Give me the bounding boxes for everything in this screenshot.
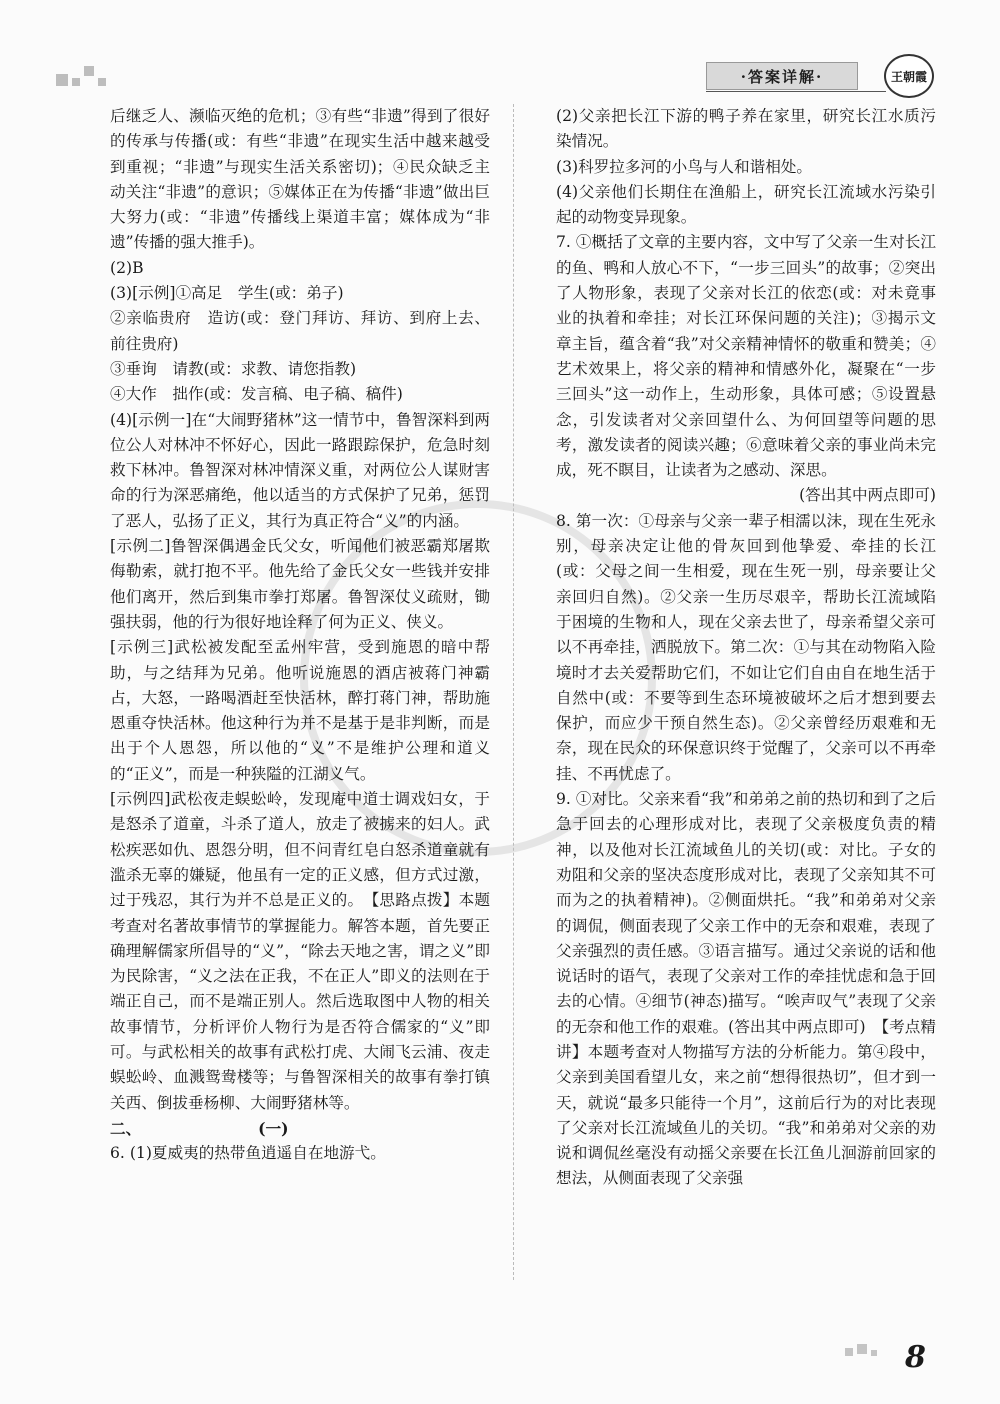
paragraph: 9. ①对比。父亲来看“我”和弟弟之前的热切和到了之后急于回去的心理形成对比，表现了父亲极度负责的精神，以及他对长江流域鱼儿的关切(或：对比。子女的劝阻和父亲的坚决态度形成对比，表现了父亲知其不可而为之的执着精神)。②侧面烘托。“我”和弟弟对父亲的调侃，侧面表现了父亲工作中的无奈和艰难，表现了父亲强烈的责任感。③语言描写。通过父亲说的话和他说话时的语气，表现了父亲对工作的牵挂忧虑和急于回去的心情。④细节(神态)描写。“唉声叹气”表现了父亲的无奈和他工作的艰难。(答出其中两点即可) 【考点精讲】本题考查对人物描写方法的分析能力。第④段中，父亲到美国看望儿女，来之前“想得很热切”，但才到一天，就说“最多只能待一个月”，这前后行为的对比表现了父亲对长江流域鱼儿的关切。“我”和弟弟对父亲的劝说和调侃丝毫没有动摇父亲要在长江鱼儿洄游前回家的想法，从侧面表现了父亲强 (556, 790, 936, 1188)
paragraph: 7. ①概括了文章的主要内容，文中写了父亲一生对长江的鱼、鸭和人放心不下，“一步三回头”的故事；②突出了人物形象，表现了父亲对长江的依恋(或：对未竟事业的执着和牵挂；对长江环保问题的关注)；③揭示文章主旨，蕴含着“我”对父亲精神情怀的敬重和赞美；④艺术效果上，将父亲的精神和情感外化，凝聚在“一步三回头”这一动作上，生动形象，具体可感；⑤设置悬念，引发读者对父亲回望什么、为何回望等问题的思考，激发读者的阅读兴趣；⑥意味着父亲的事业尚未完成，死不瞑目，让读者为之感动、深思。 (556, 233, 936, 480)
paragraph: [示例二]鲁智深偶遇金氏父女，听闻他们被恶霸郑屠欺侮勒索，就打抱不平。他先给了金氏父女一些钱并安排他们离开，然后到集市拳打郑屠。鲁智深仗义疏财，锄强扶弱，他的行为很好地诠释了何为正义、侠义。 (110, 537, 490, 631)
paragraph: ③垂询 请教(或：求教、请您指教) (110, 359, 357, 378)
logo-text: 王朝霞 (890, 69, 927, 84)
paragraph: (3)[示例]①高足 学生(或：弟子) (110, 284, 344, 303)
paragraph: [示例三]武松被发配至孟州牢营，受到施恩的暗中帮助，与之结拜为兄弟。他听说施恩的酒店被蒋门神霸占，大怒，一路喝酒赶至快活林，醉打蒋门神，帮助施恩重夺快活林。他这种行为并不是基于是非判断，而是出于个人恩怨，所以他的“义”不是维护公理和道义的“正义”，而是一种狭隘的江湖义气。 (110, 638, 490, 783)
right-column (556, 104, 936, 1192)
paragraph: ④大作 拙作(或：发言稿、电子稿、稿件) (110, 385, 403, 404)
footer-decoration (845, 1340, 885, 1360)
paragraph: [示例四]武松夜走蜈蚣岭，发现庵中道士调戏妇女，于是怒杀了道童，斗杀了道人，放走了被掳来的妇人。武松疾恶如仇、恩怨分明，但不问青红皂白怒杀道童就有滥杀无辜的嫌疑，他虽有一定的正义感，但方式过激，过于残忍，其行为并不总是正义的。 【思路点拨】本题考查对名著故事情节的掌握能力。解答本题，首先要正确理解儒家所倡导的“义”，“除去天地之害，谓之义”即为民除害，“义之法在正我，不在正人”即义的法则在于端正自己，而不是端正别人。然后选取图中人物的相关故事情节，分析评价人物行为是否符合儒家的“义”即可。与武松相关的故事有武松打虎、大闹飞云浦、夜走蜈蚣岭、血溅鸳鸯楼等；与鲁智深相关的故事有拳打镇关西、倒拔垂杨柳、大闹野猪林等。 (110, 790, 490, 1112)
paragraph: (3)科罗拉多河的小鸟与人和谐相处。 (556, 157, 812, 176)
section-heading: 二、 (一) (110, 1118, 289, 1138)
column-divider (513, 104, 514, 1280)
publisher-logo (884, 54, 934, 98)
paragraph: 6. (1)夏威夷的热带鱼逍遥自在地游弋。 (110, 1144, 386, 1163)
page-number: 8 (905, 1340, 926, 1375)
paragraph: 8. 第一次：①母亲与父亲一辈子相濡以沫，现在生死永别，母亲决定让他的骨灰回到他挚爱、牵挂的长江(或：父母之间一生相爱，现在生死一别，母亲要让父亲回归自然)。②父亲一生历尽艰辛，帮助长江流域陷于困境的生物和人，现在父亲去世了，母亲希望父亲可以不再牵挂，洒脱放下。第二次：①与其在动物陷入险境时才去关爱帮助它们，不如让它们自由自在地生活于自然中(或：不要等到生态环境被破坏之后才想到要去保护，而应少干预自然生态)。②父亲曾经历艰难和无奈，现在民众的环保意识终于觉醒了，父亲可以不再牵挂、不再忧虑了。 (556, 511, 936, 783)
header-rule (706, 91, 886, 92)
paragraph: (4)父亲他们长期住在渔船上，研究长江流域水污染引起的动物变异现象。 (556, 182, 936, 227)
paragraph: ②亲临贵府 造访(或：登门拜访、拜访、到府上去、前往贵府) (110, 309, 490, 353)
left-column (110, 104, 490, 1166)
corner-decoration (56, 64, 116, 90)
paragraph: (4)[示例一]在“大闹野猪林”这一情节中，鲁智深料到两位公人对林冲不怀好心，因此一路跟踪保护，危急时刻救下林冲。鲁智深对林冲情深义重，对两位公人谋财害命的行为深恶痛绝，他以适当的方式保护了兄弟，惩罚了恶人，弘扬了正义，其行为真正符合“义”的内涵。 (110, 410, 490, 530)
answer-note: (答出其中两点即可) (799, 486, 936, 505)
paragraph: 后继乏人、濒临灭绝的危机；③有些“非遗”得到了很好的传承与传播(或：有些“非遗”在现实生活中越来越受到重视；“非遗”与现实生活关系密切)；④民众缺乏主动关注“非遗”的意识；⑤媒体正在为传播“非遗”做出巨大努力(或：“非遗”传播线上渠道丰富；媒体成为“非遗”传播的强大推手)。 (110, 107, 491, 252)
header-title: ·答案详解· (706, 62, 858, 90)
paragraph: (2)B (110, 258, 144, 277)
paragraph: (2)父亲把长江下游的鸭子养在家里，研究长江水质污染情况。 (556, 107, 936, 151)
